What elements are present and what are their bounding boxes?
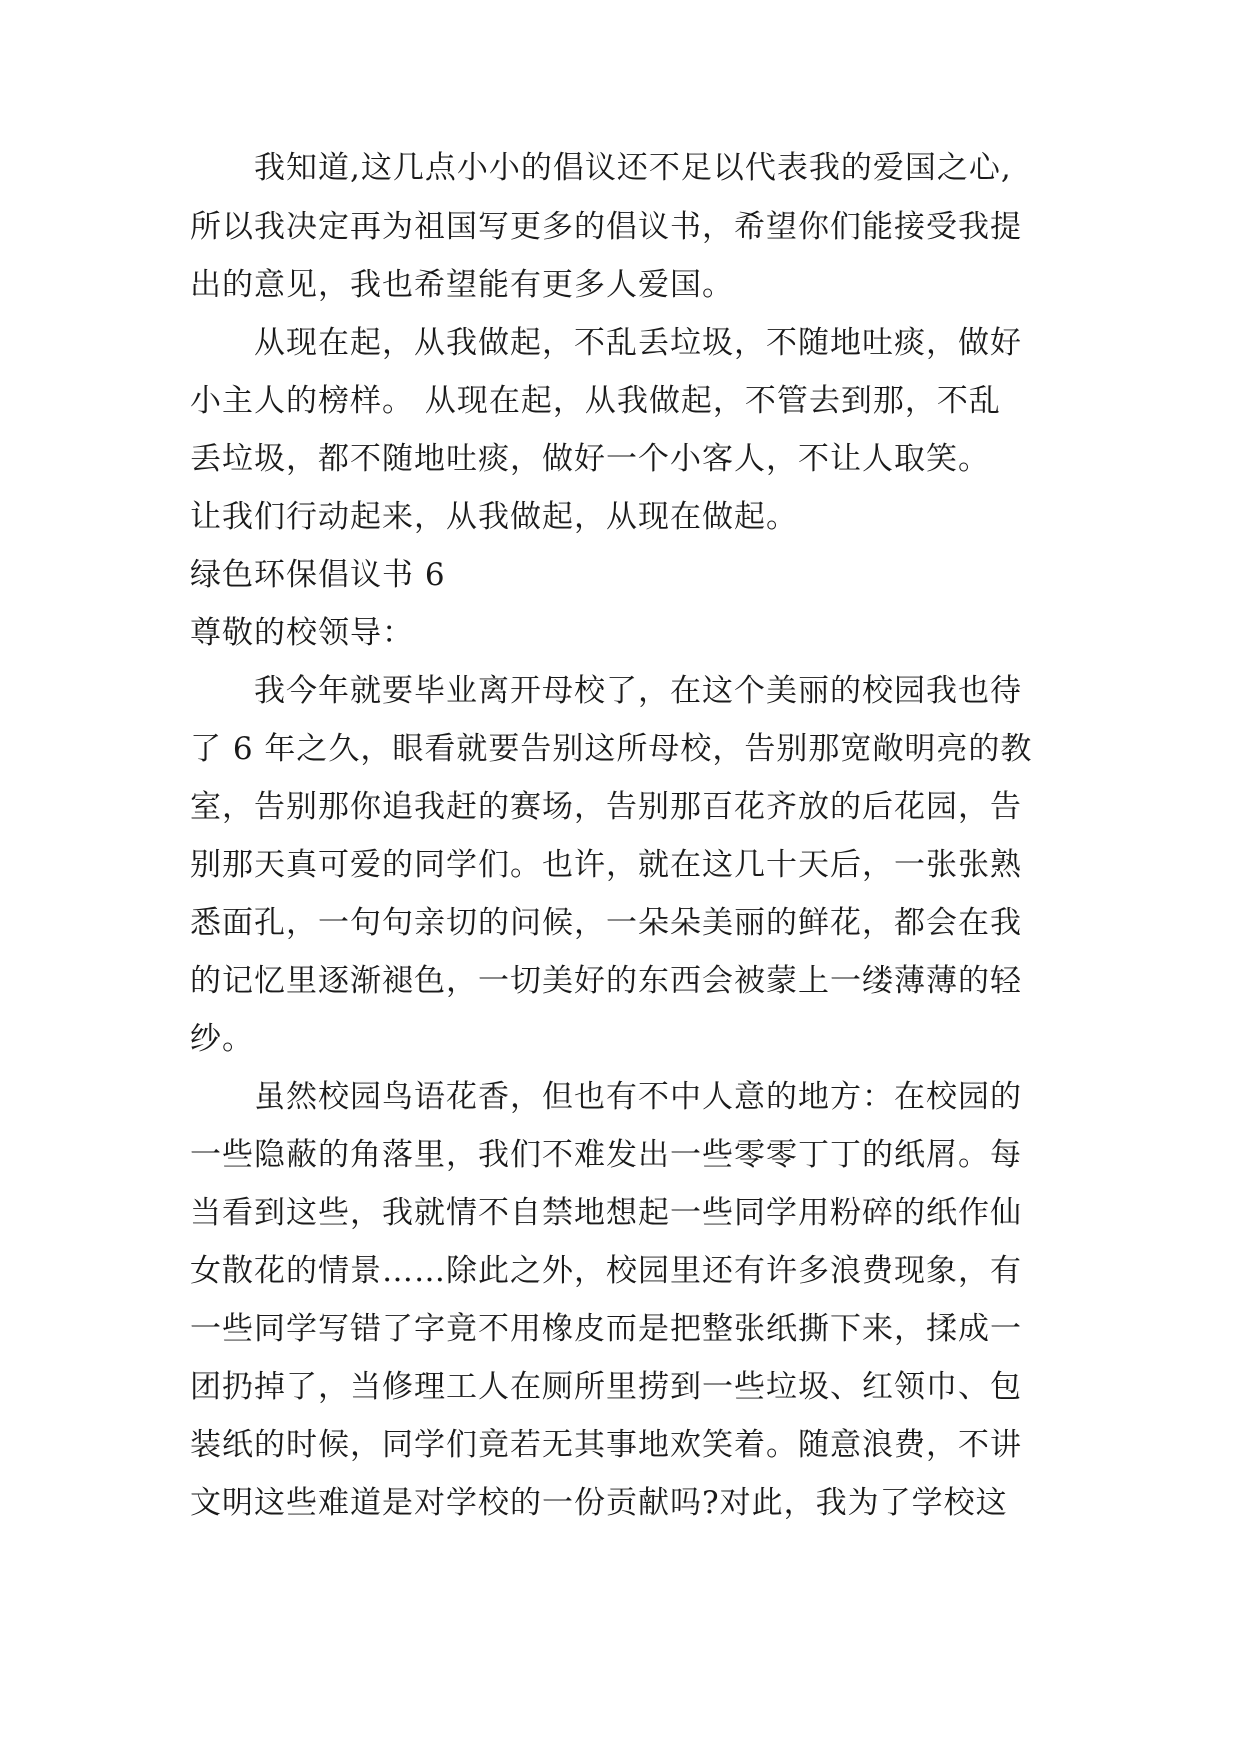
paragraph-line: 丢垃圾，都不随地吐痰，做好一个小客人，不让人取笑。 (190, 441, 990, 477)
paragraph-line: 我知道,这几点小小的倡议还不足以代表我的爱国之心, (254, 150, 1012, 186)
paragraph-line: 当看到这些，我就情不自禁地想起一些同学用粉碎的纸作仙 (190, 1195, 1022, 1231)
paragraph-line: 所以我决定再为祖国写更多的倡议书，希望你们能接受我提 (190, 209, 1022, 245)
paragraph-line: 出的意见，我也希望能有更多人爱国。 (190, 267, 734, 303)
paragraph-line: 了 6 年之久，眼看就要告别这所母校，告别那宽敞明亮的教 (190, 731, 1033, 767)
paragraph-line: 悉面孔，一句句亲切的问候，一朵朵美丽的鲜花，都会在我 (190, 905, 1022, 941)
paragraph-line: 让我们行动起来，从我做起，从现在做起。 (190, 499, 798, 535)
paragraph-line: 女散花的情景……除此之外，校园里还有许多浪费现象，有 (190, 1253, 1022, 1289)
paragraph-line: 团扔掉了，当修理工人在厕所里捞到一些垃圾、红领巾、包 (190, 1369, 1022, 1405)
paragraph-line: 纱。 (190, 1021, 254, 1057)
paragraph-line: 一些隐蔽的角落里，我们不难发出一些零零丁丁的纸屑。每 (190, 1137, 1022, 1173)
paragraph-line: 我今年就要毕业离开母校了，在这个美丽的校园我也待 (254, 673, 1022, 709)
salutation: 尊敬的校领导： (190, 615, 414, 651)
paragraph-line: 从现在起，从我做起，不乱丢垃圾，不随地吐痰，做好 (254, 325, 1022, 361)
paragraph-line: 装纸的时候，同学们竟若无其事地欢笑着。随意浪费，不讲 (190, 1427, 1022, 1463)
section-heading: 绿色环保倡议书 6 (190, 557, 446, 593)
paragraph-line: 小主人的榜样。 从现在起，从我做起，不管去到那，不乱 (190, 383, 1001, 419)
paragraph-line: 一些同学写错了字竟不用橡皮而是把整张纸撕下来，揉成一 (190, 1311, 1022, 1347)
paragraph-line: 虽然校园鸟语花香，但也有不中人意的地方：在校园的 (254, 1079, 1022, 1115)
paragraph-line: 的记忆里逐渐褪色，一切美好的东西会被蒙上一缕薄薄的轻 (190, 963, 1022, 999)
paragraph-line: 别那天真可爱的同学们。也许，就在这几十天后，一张张熟 (190, 847, 1022, 883)
paragraph-line: 文明这些难道是对学校的一份贡献吗?对此，我为了学校这 (190, 1485, 1008, 1521)
paragraph-line: 室，告别那你追我赶的赛场，告别那百花齐放的后花园，告 (190, 789, 1022, 825)
